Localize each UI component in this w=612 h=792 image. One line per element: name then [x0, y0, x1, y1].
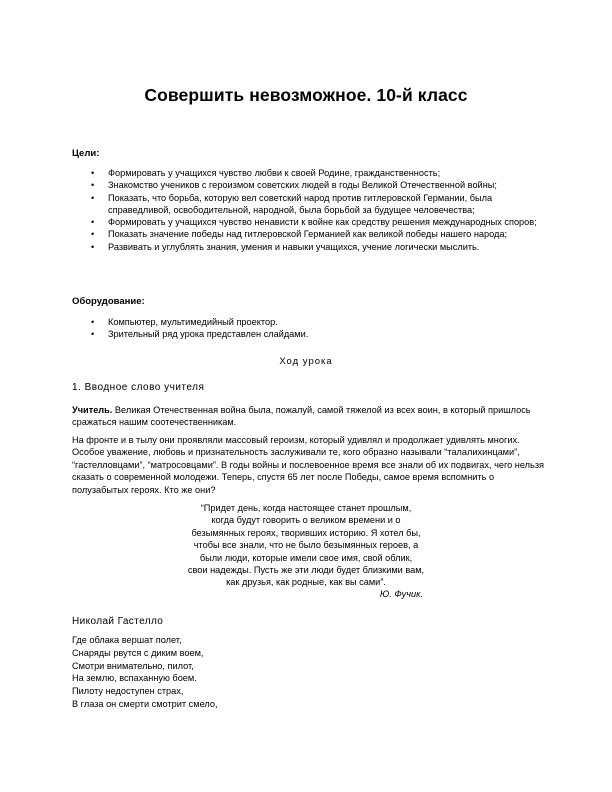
equipment-list: [72, 316, 546, 341]
goals-label: Цели:: [72, 148, 100, 159]
list-item: • Зрительный ряд урока представлен слайдами.: [91, 329, 309, 340]
section-heading: 1. Вводное слово учителя: [72, 382, 205, 393]
bullet-icon: •: [91, 329, 95, 340]
intro-paragraph: На фронте и в тылу они проявляли массовый героизм, который удивлял и продолжает удивлять многих. Особое уважение, любовь и признательность заслуживали те, кого образно называли “талалихинцами”, “гастелловцами”, “матросовцами”. В годы войны и послевоенное время все знали об их подвигах, чего нельзя сказать о современной молодежи. Теперь, спустя 65 лет после Победы, самое время вспомнить о полузабытых героях. Кто же они?: [72, 435, 545, 495]
list-item: • Компьютер, мультимедийный проектор.: [91, 317, 278, 327]
poem-line: Пилоту недоступен страх,: [72, 686, 184, 697]
poem-stanza: [72, 634, 372, 711]
lesson-heading: Ход урока: [279, 356, 333, 367]
quote-line: “Придет день, когда настоящее станет прошлым,: [200, 503, 412, 513]
bullet-icon: •: [91, 229, 95, 240]
list-item: • Показать значение победы над гитлеровской Германией как великой победы нашего народа;: [91, 229, 508, 240]
poem-line: Снаряды рвутся с диким воем,: [72, 647, 204, 658]
quote-line: безымянных героях, творивших историю. Я хотел бы,: [191, 527, 421, 538]
bullet-icon: •: [91, 168, 95, 178]
poem-title: Николай Гастелло: [72, 616, 164, 627]
quote-line: свои надежды. Пусть же эти люди будет близкими вам,: [187, 565, 425, 576]
list-item: • Знакомство учеников с героизмом советских людей в годы Великой Отечественной войны;: [91, 180, 497, 191]
goals-list: [72, 167, 546, 253]
bullet-icon: •: [91, 317, 95, 327]
poem-line: На землю, вспаханную боем.: [72, 673, 197, 684]
list-item: • Показать, что борьба, которую вел советский народ против гитлеровской Германии, была справедливой, освободительной, народной, была борьбой за будущее человечества;: [91, 192, 493, 215]
poem-line: Смотри внимательно, пилот,: [72, 660, 194, 671]
bullet-icon: •: [91, 217, 95, 228]
teacher-text: Великая Отечественная война была, пожалуй, самой тяжелой из всех воин, в который пришлось сражаться нашим соотечественникам.: [72, 405, 531, 428]
poem-line: В глаза он смерти смотрит смело,: [72, 698, 218, 709]
list-item: • Развивать и углублять знания, умения и навыки учащихся, учение логически мыслить.: [91, 241, 480, 252]
list-item: • Формировать у учащихся чувство ненависти к войне как средству решения международных споров;: [91, 217, 537, 228]
teacher-label: Учитель.: [72, 405, 113, 415]
bullet-icon: •: [91, 241, 95, 252]
document-title: Совершить невозможное. 10-й класс: [144, 85, 468, 105]
bullet-icon: •: [91, 192, 95, 203]
bullet-icon: •: [91, 180, 95, 191]
quote-line: когда будут говорить о великом времени и о: [211, 515, 401, 526]
quote-author: Ю. Фучик.: [379, 589, 423, 599]
list-item: • Формировать у учащихся чувство любви к своей Родине, гражданственность;: [91, 168, 441, 178]
epigraph-quote: [150, 502, 462, 589]
quote-line: были люди, которые имели свое имя, свой облик,: [199, 552, 413, 563]
equipment-label: Оборудование:: [72, 296, 145, 307]
poem-line: Где облака вершат полет,: [72, 635, 182, 645]
quote-line: чтобы все знали, что не было безымянных героев, а: [193, 540, 419, 551]
quote-line: как друзья, как родные, как вы сами”.: [226, 577, 386, 588]
teacher-paragraph: [72, 404, 544, 429]
